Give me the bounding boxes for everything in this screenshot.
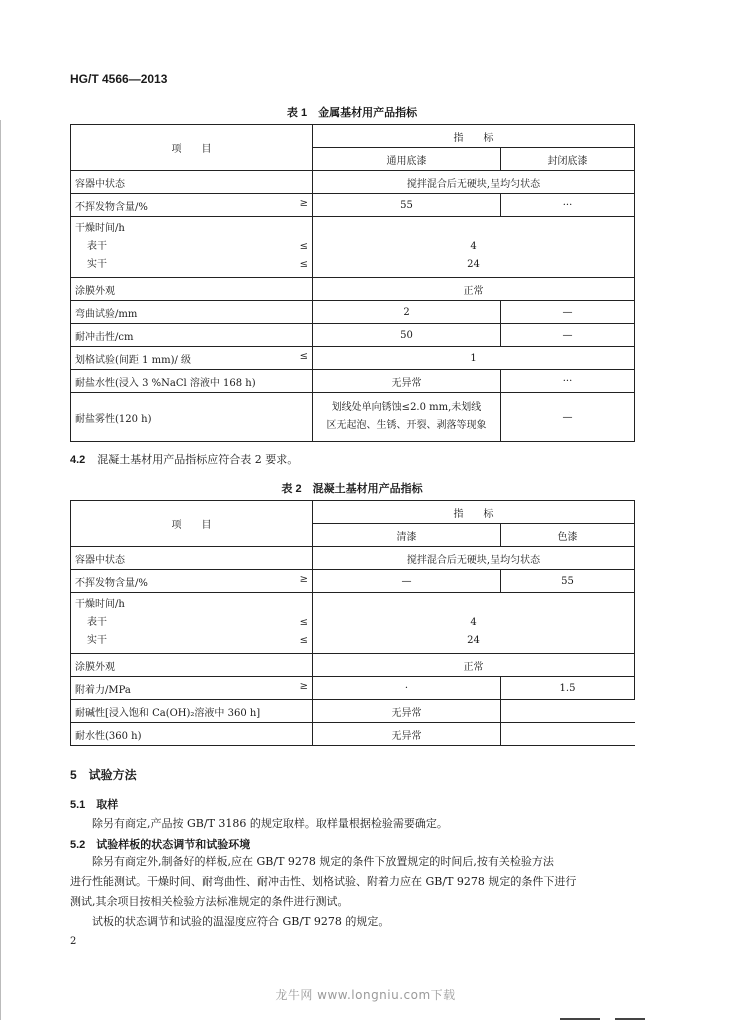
scan-mark — [615, 1018, 645, 1020]
row-label: 耐水性(360 h) — [71, 723, 313, 746]
symbol-le: ≤ — [299, 635, 308, 646]
dry-surface-value: 4 — [470, 617, 477, 628]
table-row — [71, 347, 635, 370]
table-row — [71, 677, 635, 700]
clause-4-2 — [70, 450, 298, 470]
empty-cell — [501, 700, 635, 723]
cell-a: · — [313, 677, 501, 700]
cell-b: ··· — [501, 194, 635, 217]
table-row — [71, 125, 635, 148]
symbol-le: ≤ — [299, 350, 308, 362]
symbol-ge: ≥ — [299, 197, 308, 209]
cell-b: — — [501, 324, 635, 347]
row-label: 涂膜外观 — [71, 278, 313, 301]
row-label: 耐冲击性/cm — [71, 324, 313, 347]
row-label: 涂膜外观 — [71, 654, 313, 677]
row-value: 搅拌混合后无硬块,呈均匀状态 — [313, 547, 635, 570]
symbol-ge: ≥ — [299, 680, 308, 692]
symbol-le: ≤ — [299, 617, 308, 628]
table-row — [71, 370, 635, 393]
row-label: 耐碱性[浸入饱和 Ca(OH)₂溶液中 360 h] — [71, 700, 313, 723]
clause-text: 混凝土基材用产品指标应符合表 2 要求。 — [97, 453, 299, 466]
dry-surface-value: 4 — [470, 241, 477, 252]
table-row — [71, 654, 635, 677]
row-label — [71, 217, 313, 278]
scan-edge — [0, 120, 1, 1020]
row-label — [71, 570, 313, 593]
table2-caption: 表 2 混凝土基材用产品指标 — [281, 483, 423, 495]
scan-mark — [560, 1018, 600, 1020]
row-label: 耐盐雾性(120 h) — [71, 393, 313, 442]
table-row — [71, 171, 635, 194]
para-line: 进行性能测试。干燥时间、耐弯曲性、耐冲击性、划格试验、附着力应在 GB/T 9278 规定的条件下进行 — [70, 875, 577, 888]
cell-a: 55 — [313, 194, 501, 217]
row-value: 1 — [313, 347, 635, 370]
footer-watermark: 龙牛网 www.longniu.com下载 — [275, 988, 456, 1002]
row-label: 弯曲试验/mm — [71, 301, 313, 324]
table1-head-index: 指 标 — [313, 125, 635, 148]
clause-number: 4.2 — [70, 454, 86, 466]
para-line: 测试,其余项目按相关检验方法标准规定的条件进行测试。 — [70, 895, 349, 908]
symbol-ge: ≥ — [299, 573, 308, 585]
row-label-text: 附着力/MPa — [75, 684, 131, 696]
dry-values — [313, 217, 635, 278]
section-5-2-title: 5.2 试验样板的状态调节和试验环境 — [70, 839, 251, 851]
para-line: 试板的状态调节和试验的温湿度应符合 GB/T 9278 的规定。 — [92, 915, 390, 928]
symbol-le: ≤ — [299, 241, 308, 252]
row-label — [71, 347, 313, 370]
cell-a: 2 — [313, 301, 501, 324]
table1-head-item: 项 目 — [71, 125, 313, 171]
row-value: 搅拌混合后无硬块,呈均匀状态 — [313, 171, 635, 194]
dry-label: 干燥时间/h — [75, 599, 125, 610]
cell-b: — — [501, 301, 635, 324]
cell-b: ··· — [501, 370, 635, 393]
saltspray-line2: 区无起泡、生锈、开裂、剥落等现象 — [326, 420, 487, 431]
row-label — [71, 677, 313, 700]
table2-head-item: 项 目 — [71, 501, 313, 547]
row-label: 容器中状态 — [71, 171, 313, 194]
row-label: 耐盐水性(浸入 3 %NaCl 溶液中 168 h) — [71, 370, 313, 393]
table-row — [71, 278, 635, 301]
section-5-2-paragraph — [70, 852, 634, 932]
row-label-text: 不挥发物含量/% — [75, 577, 148, 589]
row-value: 无异常 — [313, 723, 501, 746]
table1-caption: 表 1 金属基材用产品指标 — [286, 107, 418, 119]
table2-col-a: 清漆 — [313, 524, 501, 547]
dry-surface-label: 表干 — [87, 617, 107, 628]
table2 — [70, 500, 635, 746]
row-value: 正常 — [313, 278, 635, 301]
dry-hard-value: 24 — [467, 259, 480, 270]
table-row — [71, 723, 635, 746]
section-5-1-text: 除另有商定,产品按 GB/T 3186 的规定取样。取样量根据检验需要确定。 — [92, 817, 448, 830]
row-value: 正常 — [313, 654, 635, 677]
cell-a: 无异常 — [313, 370, 501, 393]
dry-hard-label: 实干 — [87, 635, 107, 646]
section-5-1-title: 5.1 取样 — [70, 799, 119, 811]
table-row — [71, 301, 635, 324]
table-row — [71, 593, 635, 654]
table-row — [71, 570, 635, 593]
table-row — [71, 217, 635, 278]
dry-values — [313, 593, 635, 654]
cell-a: 50 — [313, 324, 501, 347]
cell-b: — — [501, 393, 635, 442]
table2-head-index: 指 标 — [313, 501, 635, 524]
table1-col-a: 通用底漆 — [313, 148, 501, 171]
dry-surface-label: 表干 — [87, 241, 107, 252]
symbol-le: ≤ — [299, 259, 308, 270]
row-label: 容器中状态 — [71, 547, 313, 570]
cell-a — [313, 393, 501, 442]
table-row — [71, 501, 635, 524]
table2-col-b: 色漆 — [501, 524, 635, 547]
table1 — [70, 124, 635, 442]
table-row — [71, 700, 635, 723]
cell-a: — — [313, 570, 501, 593]
section-5-title: 5 试验方法 — [70, 768, 137, 782]
table-row — [71, 324, 635, 347]
table-row — [71, 194, 635, 217]
empty-cell — [501, 723, 635, 746]
row-label — [71, 593, 313, 654]
para-line: 除另有商定外,制备好的样板,应在 GB/T 9278 规定的条件下放置规定的时间后,按有关检验方法 — [92, 855, 554, 868]
row-label — [71, 194, 313, 217]
dry-hard-value: 24 — [467, 635, 480, 646]
row-label-text: 不挥发物含量/% — [75, 201, 148, 213]
table-row — [71, 393, 635, 442]
table1-col-b: 封闭底漆 — [501, 148, 635, 171]
cell-b: 1.5 — [501, 677, 635, 700]
standard-number: HG/T 4566—2013 — [70, 72, 168, 86]
table-row — [71, 547, 635, 570]
page-number: 2 — [70, 936, 77, 947]
row-value: 无异常 — [313, 700, 501, 723]
dry-hard-label: 实干 — [87, 259, 107, 270]
cell-b: 55 — [501, 570, 635, 593]
row-label-text: 划格试验(间距 1 mm)/ 级 — [75, 354, 192, 366]
saltspray-line1: 划线处单向锈蚀≤2.0 mm,未划线 — [331, 402, 482, 413]
dry-label: 干燥时间/h — [75, 223, 125, 234]
